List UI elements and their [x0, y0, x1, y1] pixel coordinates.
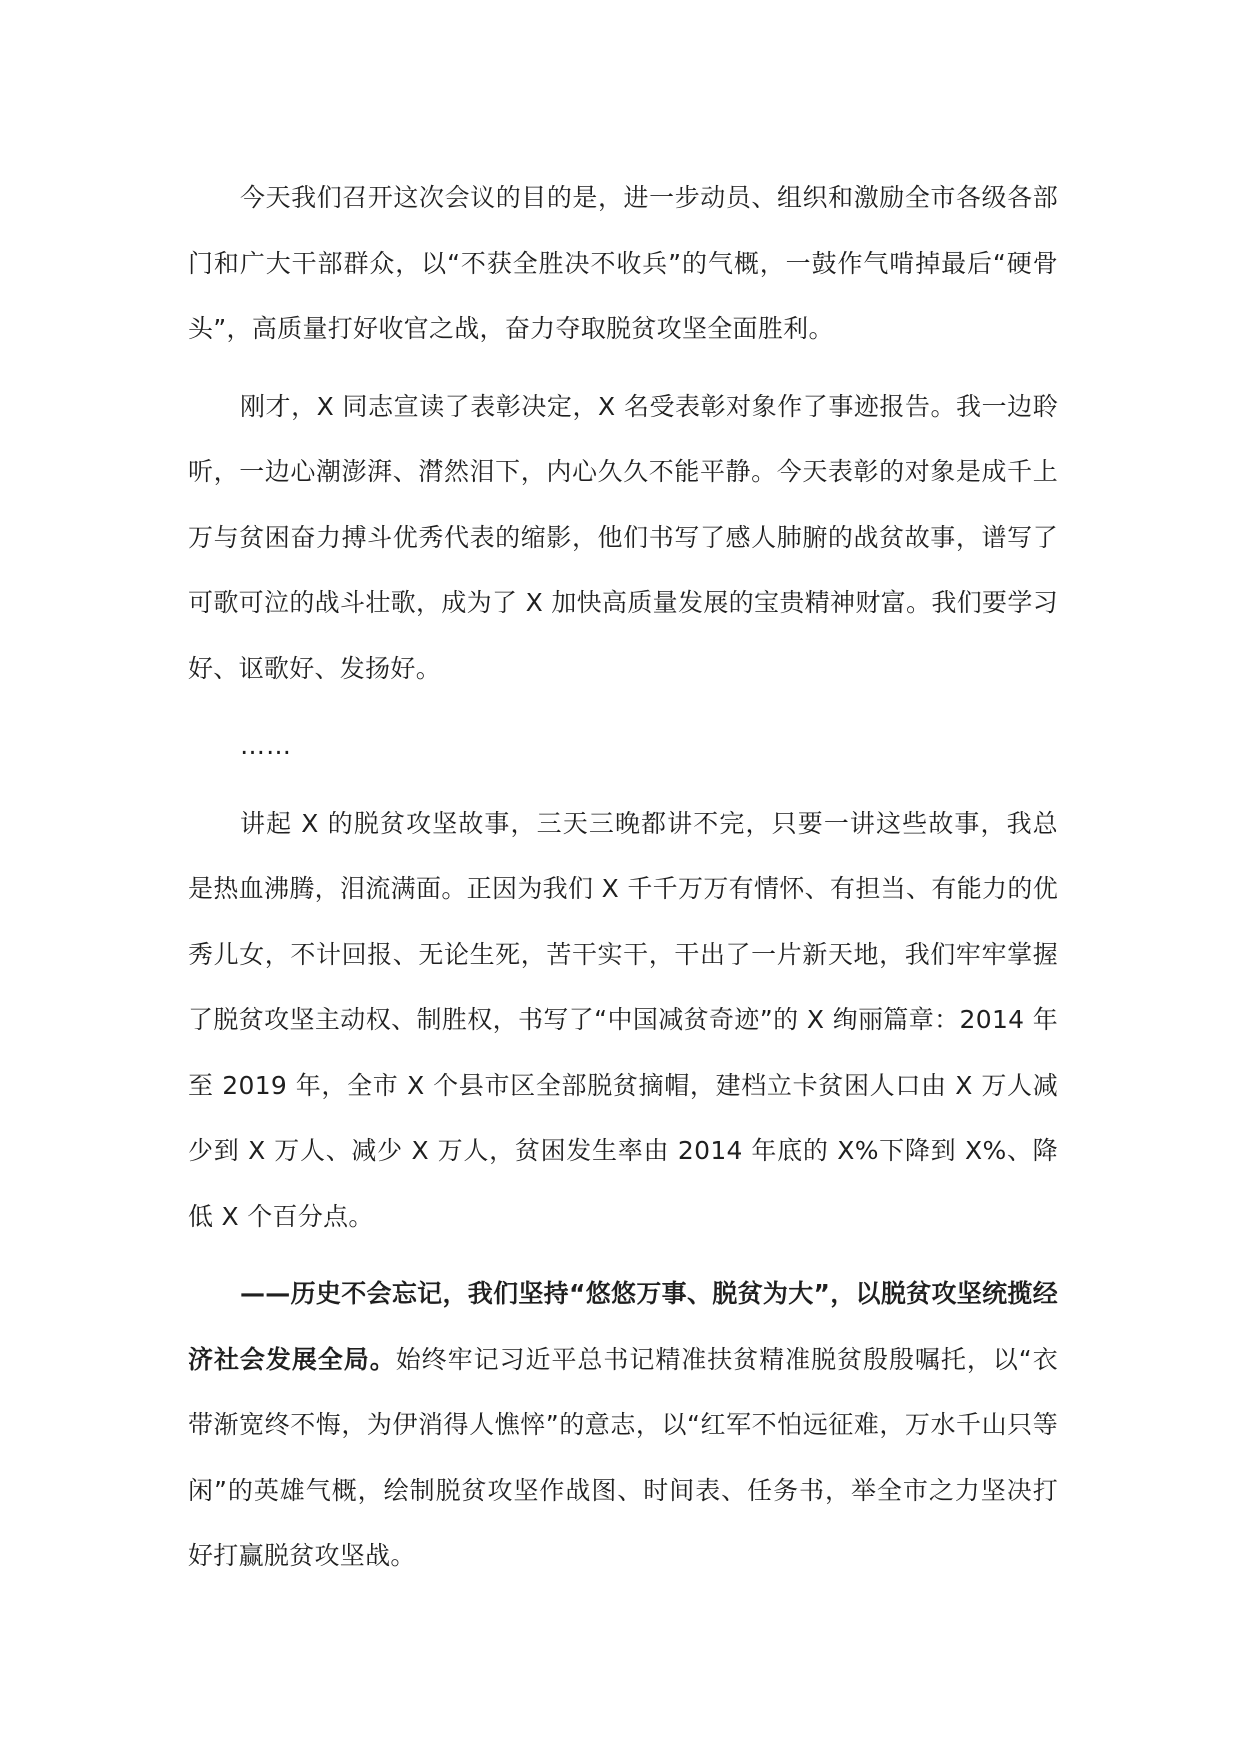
paragraph-text: 今天我们召开这次会议的目的是，进一步动员、组织和激励全市各级各部门和广大干部群众，以“不获全胜决不收兵”的气概，一鼓作气啃掉最后“硬骨头”，高质量打好收官之战，奋力夺取脱贫攻坚全面胜利。	[188, 183, 1058, 343]
paragraph-meeting-purpose	[188, 165, 1058, 362]
paragraph-ellipsis	[188, 713, 1058, 779]
ellipsis-text: ……	[240, 731, 292, 760]
paragraph-text: 始终牢记习近平总书记精准扶贫精准脱贫殷殷嘱托，以“衣带渐宽终不悔，为伊消得人憔悴”的意志，以“红军不怕远征难，万水千山只等闲”的英雄气概，绘制脱贫攻坚作战图、时间表、任务书，举全市之力坚决打好打赢脱贫攻坚战。	[188, 1344, 1058, 1570]
paragraph-commendation	[188, 374, 1058, 702]
paragraph-history-wont-forget	[188, 1261, 1058, 1589]
paragraph-poverty-stories	[188, 791, 1058, 1250]
paragraph-bold-lead: ——历史不会忘记，我们坚持“悠悠万事、脱贫为大”，以脱贫攻坚统揽经济社会发展全局。	[188, 1279, 1058, 1374]
document-body	[188, 165, 1058, 1601]
paragraph-text: 讲起 X 的脱贫攻坚故事，三天三晚都讲不完，只要一讲这些故事，我总是热血沸腾，泪流满面。正因为我们 X 千千万万有情怀、有担当、有能力的优秀儿女，不计回报、无论生死，苦干实干，干出了一片新天地，我们牢牢掌握了脱贫攻坚主动权、制胜权，书写了“中国减贫奇迹”的 X 绚丽篇章：2014 年至 2019 年，全市 X 个县市区全部脱贫摘帽，建档立卡贫困人口由 X 万人减少到 X 万人、减少 X 万人，贫困发生率由 2014 年底的 X%下降到 X%、降低 X 个百分点。	[188, 808, 1058, 1231]
paragraph-text: 刚才，X 同志宣读了表彰决定，X 名受表彰对象作了事迹报告。我一边聆听，一边心潮澎湃、潸然泪下，内心久久不能平静。今天表彰的对象是成千上万与贫困奋力搏斗优秀代表的缩影，他们书写了感人肺腑的战贫故事，谱写了可歌可泣的战斗壮歌，成为了 X 加快高质量发展的宝贵精神财富。我们要学习好、讴歌好、发扬好。	[188, 391, 1058, 683]
